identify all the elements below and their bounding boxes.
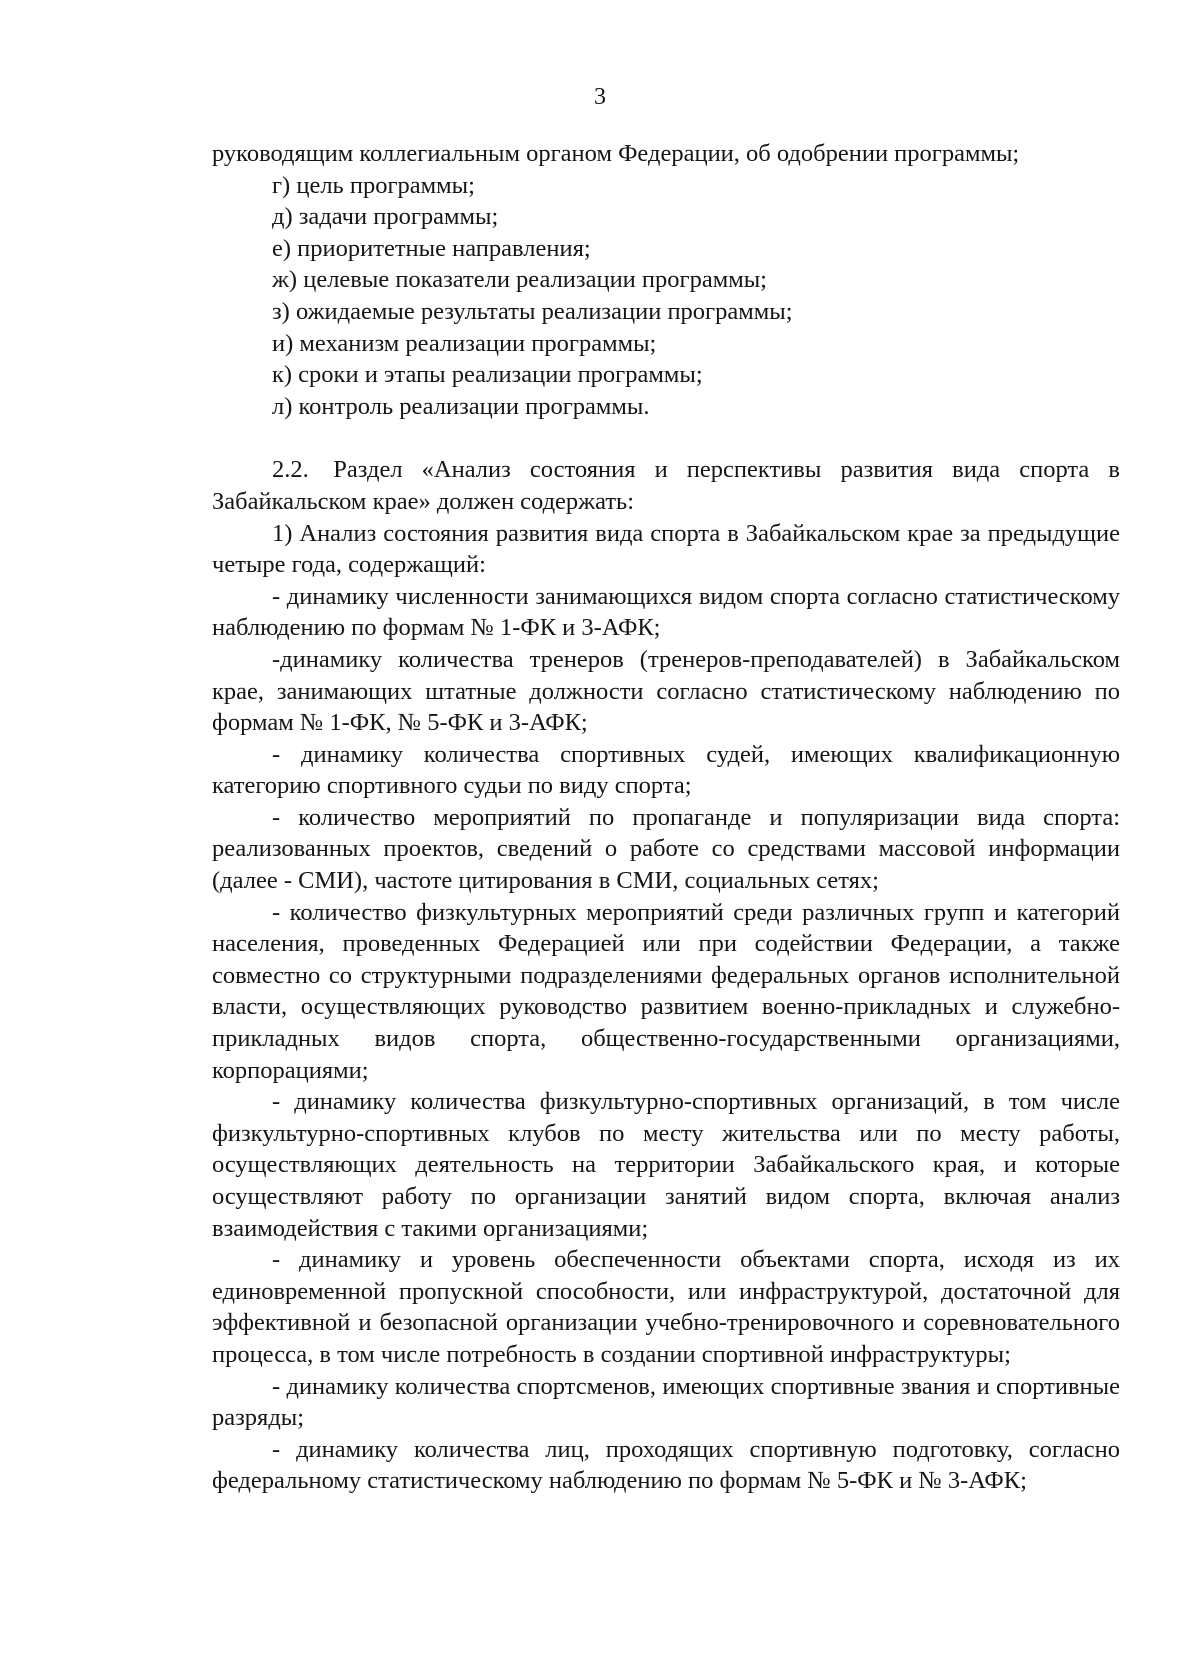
analysis-item: - динамику количества спортивных судей, имеющих квалификационную категорию спортивного судьи по виду спорта; [212, 740, 1120, 800]
page-number: 3 [594, 84, 606, 110]
program-item: к) сроки и этапы реализации программы; [272, 361, 703, 389]
program-item: г) цель программы; [272, 171, 475, 199]
analysis-item: - динамику и уровень обеспеченности объектами спорта, исходя из их единовременной пропускной способности, или инфраструктурой, достаточной для эффективной и безопасной организации учебно-тренировочного и соревновательного процесса, в том числе потребность в создании спортивной инфраструктуры; [212, 1246, 1120, 1368]
analysis-item: - динамику количества лиц, проходящих спортивную подготовку, согласно федеральному статистическому наблюдению по формам № 5-ФК и № 3-АФК; [212, 1435, 1120, 1495]
program-item: ж) целевые показатели реализации программы; [272, 266, 767, 294]
analysis-item: - динамику количества спортсменов, имеющих спортивные звания и спортивные разряды; [212, 1372, 1120, 1432]
continuation-paragraph: руководящим коллегиальным органом Федерации, об одобрении программы; [212, 140, 1020, 167]
analysis-item: - динамику численности занимающихся видом спорта согласно статистическому наблюдению по формам № 1-ФК и 3-АФК; [212, 582, 1120, 642]
program-item: е) приоритетные направления; [272, 234, 591, 262]
analysis-item: - количество физкультурных мероприятий среди различных групп и категорий населения, проведенных Федерацией или при содействии Федерации, а также совместно со структурными подразделениями федеральных органов исполнительной власти, осуществляющих руководство развитием военно-прикладных и служебно-прикладных видов спорта, общественно-государственными организациями, корпорациями; [212, 898, 1120, 1084]
paragraph-gap [212, 422, 1120, 454]
analysis-intro: 1) Анализ состояния развития вида спорта в Забайкальском крае за предыдущие четыре года, содержащий: [212, 519, 1120, 579]
document-body [212, 138, 1120, 1497]
program-item: д) задачи программы; [272, 203, 499, 231]
section-heading-2-2: 2.2. Раздел «Анализ состояния и перспективы развития вида спорта в Забайкальском крае» должен содержать: [212, 456, 1120, 515]
analysis-item: - динамику количества физкультурно-спортивных организаций, в том числе физкультурно-спортивных клубов по месту жительства или по месту работы, осуществляющих деятельность на территории Забайкальского края, и которые осуществляют работу по организации занятий видом спорта, включая анализ взаимодействия с такими организациями; [212, 1088, 1120, 1242]
program-item: л) контроль реализации программы. [272, 392, 650, 420]
program-item: и) механизм реализации программы; [272, 329, 657, 357]
analysis-item: -динамику количества тренеров (тренеров-преподавателей) в Забайкальском крае, занимающих штатные должности согласно статистическому наблюдению по формам № 1-ФК, № 5-ФК и 3-АФК; [212, 645, 1120, 737]
analysis-item: - количество мероприятий по пропаганде и популяризации вида спорта: реализованных проектов, сведений о работе со средствами массовой информации (далее - СМИ), частоте цитирования в СМИ, социальных сетях; [212, 803, 1120, 895]
program-item: з) ожидаемые результаты реализации программы; [272, 297, 793, 325]
